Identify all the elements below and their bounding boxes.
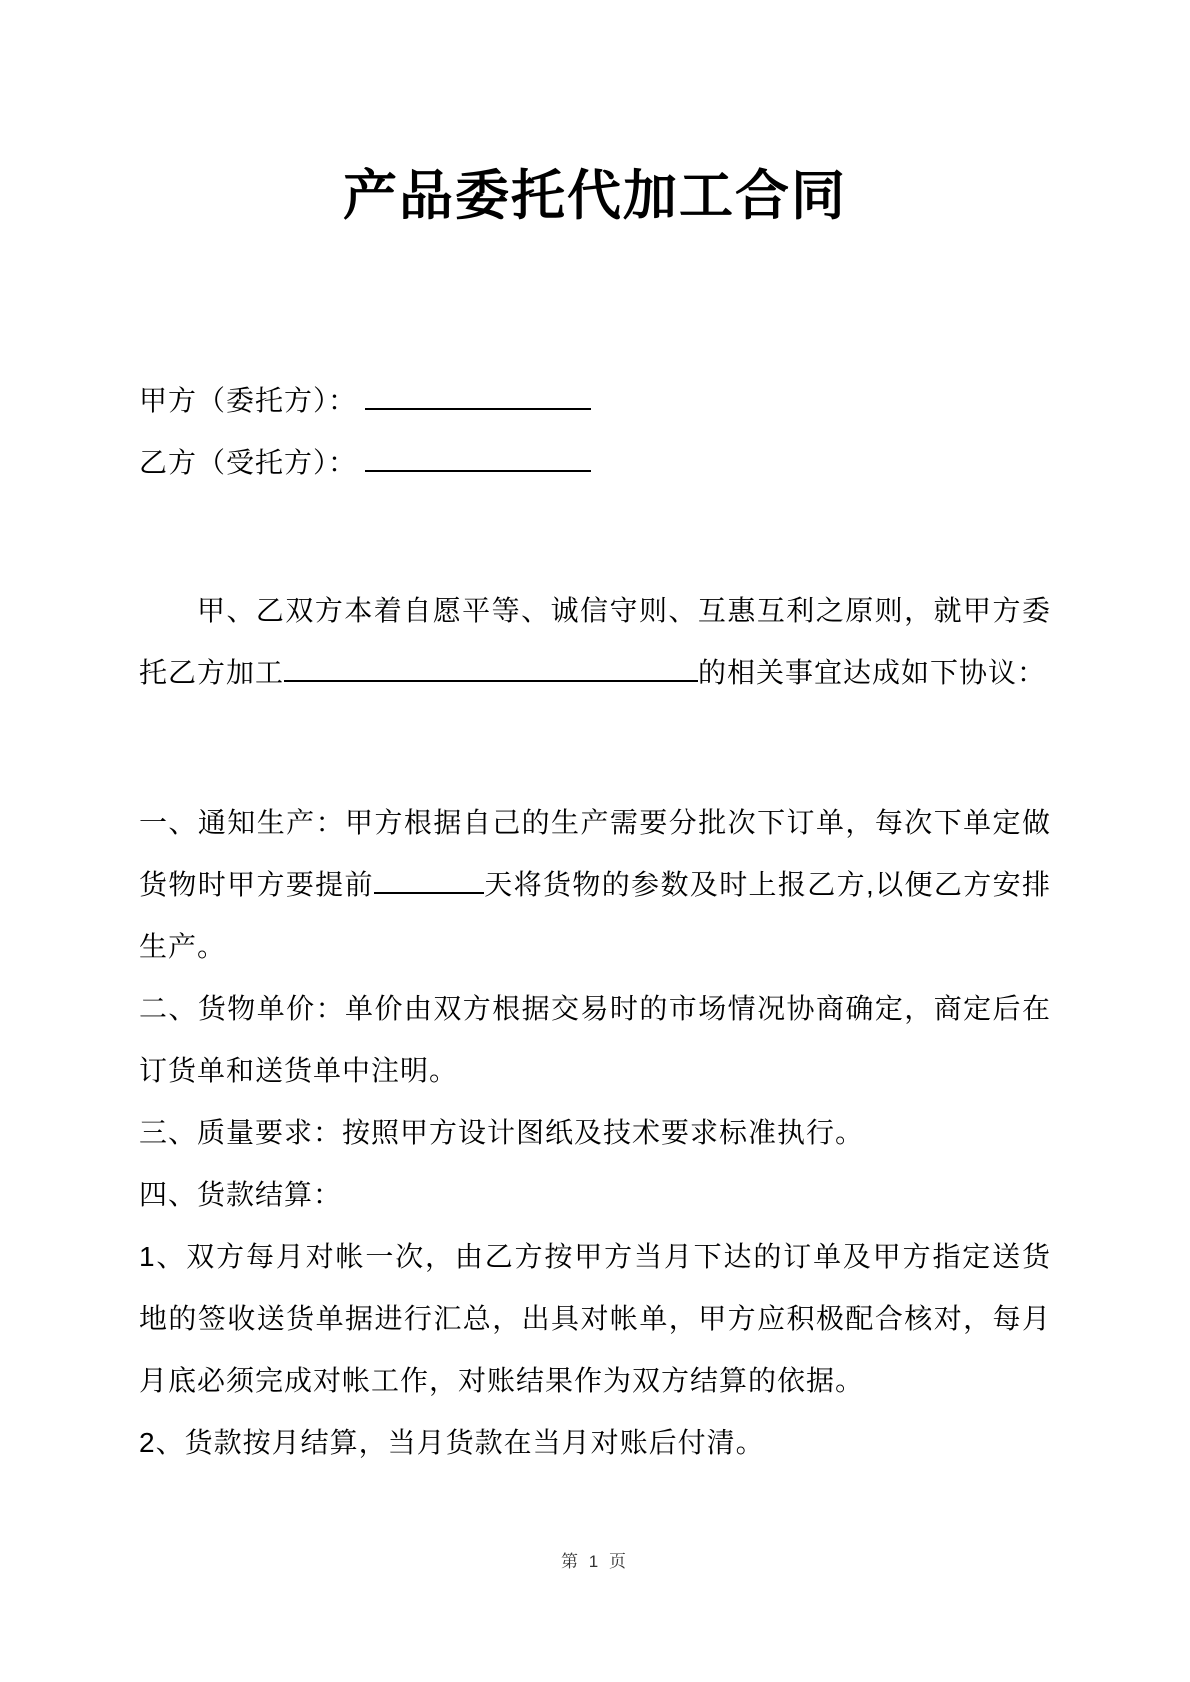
- processing-subject-blank[interactable]: [284, 652, 698, 682]
- text-run: 1、双方每月对帐一次，由乙方按甲方当月下达的订单及甲方指定送货地的签收送货单据进行汇总，出具对帐单，甲方应积极配合核对，每月月底必须完成对帐工作，对账结果作为双方结算的依据。: [139, 1241, 1051, 1396]
- parties-section: [139, 370, 1051, 494]
- text-run: 二、货物单价：单价由双方根据交易时的市场情况协商确定，商定后在订货单和送货单中注明。: [139, 993, 1051, 1086]
- party-b-line-blank[interactable]: [365, 442, 591, 472]
- party-label: 乙方（受托方）：: [139, 447, 358, 478]
- contract-body: [139, 580, 1051, 1474]
- page-footer: [0, 1547, 1190, 1572]
- document-title: 产品委托代加工合同: [343, 166, 847, 226]
- text-run: 2、货款按月结算，当月货款在当月对账后付清。: [139, 1427, 765, 1458]
- clause-2-unit-price: [139, 978, 1051, 1102]
- text-run: 的相关事宜达成如下协议：: [698, 657, 1047, 688]
- text-run: 四、货款结算：: [139, 1179, 343, 1210]
- text-run: 三、质量要求：按照甲方设计图纸及技术要求标准执行。: [139, 1117, 865, 1148]
- clause-4-payment-settlement: [139, 1164, 1051, 1226]
- advance-days-blank[interactable]: [374, 864, 484, 894]
- clause-1-notice-of-production: [139, 792, 1051, 978]
- clause-4-item-1: [139, 1226, 1051, 1412]
- text-run: 一、通知生产：甲方根据自己的生产需要分批次下订单，每次下单定做货物时甲方要提前: [139, 807, 1051, 900]
- party-label: 甲方（委托方）：: [139, 385, 358, 416]
- text-run: 甲、乙双方本着自愿平等、诚信守则、互惠互利之原则，就甲方委托乙方加工: [139, 595, 1051, 688]
- page-number: 第 1 页: [561, 1552, 629, 1571]
- party-b-line: [139, 432, 1051, 494]
- intro-paragraph: [139, 580, 1051, 704]
- clause-4-item-2: [139, 1412, 1051, 1474]
- text-run: 天将货物的参数及时上报乙方,以便乙方安排生产。: [139, 869, 1051, 962]
- clause-3-quality: [139, 1102, 1051, 1164]
- party-a-line: [139, 370, 1051, 432]
- party-a-line-blank[interactable]: [365, 380, 591, 410]
